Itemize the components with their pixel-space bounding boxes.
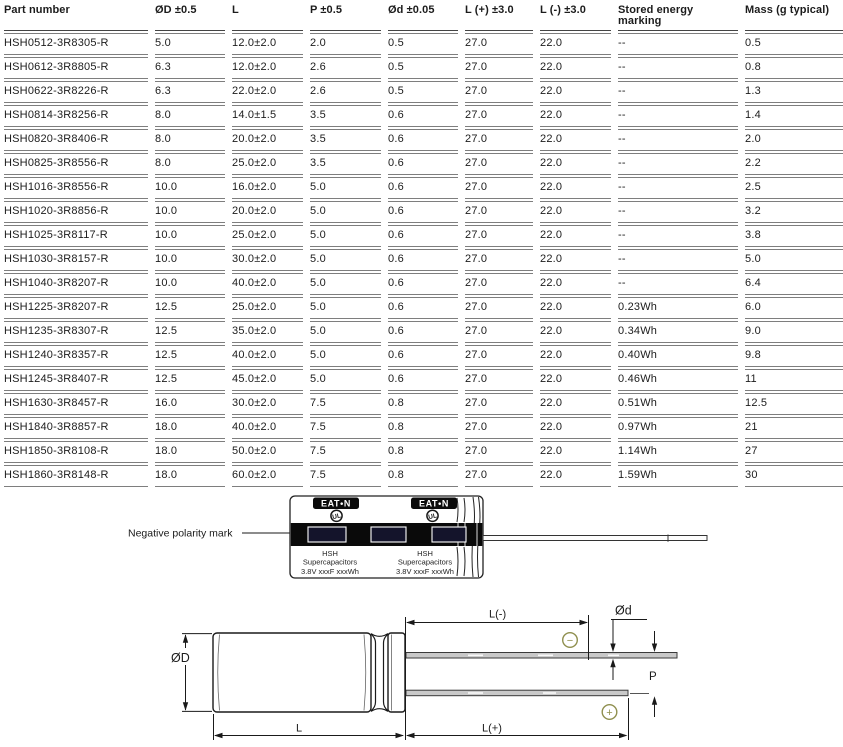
cell-mass: 1.4 [745, 105, 843, 127]
plus-symbol: + [606, 707, 613, 720]
cell-lead-pos: 27.0 [465, 225, 533, 247]
eaton-logo: EAT•N [419, 498, 449, 509]
table-row [4, 297, 843, 319]
cell-length: 30.0±2.0 [232, 393, 303, 415]
table-row [4, 369, 843, 391]
cell-part-number: HSH1020-3R8856-R [4, 201, 148, 223]
cell-stored-energy: 0.51Wh [618, 393, 738, 415]
cell-pitch: 3.5 [310, 153, 381, 175]
table-row [4, 345, 843, 367]
cell-body-diameter: 12.5 [155, 321, 225, 343]
series-text: HSH [417, 549, 433, 558]
cell-stored-energy: -- [618, 33, 738, 55]
cell-length: 20.0±2.0 [232, 129, 303, 151]
rating-text: 3.8V xxxF xxxWh [396, 567, 454, 576]
cell-lead-pos: 27.0 [465, 105, 533, 127]
cell-part-number: HSH1850-3R8108-R [4, 441, 148, 463]
table-row [4, 105, 843, 127]
cell-pitch: 5.0 [310, 345, 381, 367]
cell-lead-pos: 27.0 [465, 369, 533, 391]
cell-lead-neg: 22.0 [540, 201, 611, 223]
table-row [4, 441, 843, 463]
cell-lead-pos: 27.0 [465, 129, 533, 151]
ul-mark-text: UL [427, 512, 438, 522]
cell-lead-diameter: 0.6 [388, 105, 458, 127]
table-row [4, 57, 843, 79]
cell-mass: 2.5 [745, 177, 843, 199]
cell-lead-diameter: 0.6 [388, 225, 458, 247]
cell-length: 25.0±2.0 [232, 225, 303, 247]
cell-body-diameter: 18.0 [155, 441, 225, 463]
lead-positive [406, 690, 628, 696]
cell-pitch: 7.5 [310, 465, 381, 487]
cell-length: 12.0±2.0 [232, 33, 303, 55]
cell-mass: 6.4 [745, 273, 843, 295]
cell-lead-neg: 22.0 [540, 369, 611, 391]
table-row [4, 417, 843, 439]
cell-lead-neg: 22.0 [540, 393, 611, 415]
cell-lead-diameter: 0.6 [388, 201, 458, 223]
cell-lead-neg: 22.0 [540, 105, 611, 127]
cell-body-diameter: 18.0 [155, 417, 225, 439]
band-window [308, 527, 346, 542]
cell-body-diameter: 5.0 [155, 33, 225, 55]
cell-mass: 9.8 [745, 345, 843, 367]
cell-lead-pos: 27.0 [465, 393, 533, 415]
col-header-pitch: P ±0.5 [310, 3, 381, 31]
dim-Od-lines [611, 620, 647, 681]
col-header-mass: Mass (g typical) [745, 3, 843, 31]
cell-pitch: 7.5 [310, 393, 381, 415]
cell-part-number: HSH1860-3R8148-R [4, 465, 148, 487]
cell-part-number: HSH1016-3R8556-R [4, 177, 148, 199]
table-row [4, 321, 843, 343]
dimension-drawing [169, 604, 677, 741]
cell-pitch: 5.0 [310, 201, 381, 223]
cell-lead-pos: 27.0 [465, 153, 533, 175]
crimp-neck [371, 634, 388, 711]
eaton-logo: EAT•N [321, 498, 351, 509]
cell-length: 14.0±1.5 [232, 105, 303, 127]
cell-lead-pos: 27.0 [465, 249, 533, 271]
cell-mass: 27 [745, 441, 843, 463]
cell-part-number: HSH0612-3R8805-R [4, 57, 148, 79]
cell-lead-neg: 22.0 [540, 441, 611, 463]
cell-pitch: 5.0 [310, 177, 381, 199]
cell-stored-energy: -- [618, 177, 738, 199]
cell-lead-neg: 22.0 [540, 225, 611, 247]
table-row [4, 177, 843, 199]
cell-stored-energy: -- [618, 57, 738, 79]
cell-lead-pos: 27.0 [465, 441, 533, 463]
cell-pitch: 5.0 [310, 297, 381, 319]
cell-body-diameter: 10.0 [155, 225, 225, 247]
cell-lead-diameter: 0.6 [388, 153, 458, 175]
cell-mass: 6.0 [745, 297, 843, 319]
cell-body-diameter: 8.0 [155, 129, 225, 151]
dim-body [213, 633, 371, 712]
dim-end-cap [388, 633, 405, 712]
cell-lead-neg: 22.0 [540, 129, 611, 151]
cell-stored-energy: 0.40Wh [618, 345, 738, 367]
cell-lead-neg: 22.0 [540, 345, 611, 367]
dim-label-body-diameter: ØD [171, 651, 190, 665]
col-header-stored-energy: Stored energy marking [618, 3, 738, 31]
col-header-lead-diameter: Ød ±0.05 [388, 3, 458, 31]
cell-stored-energy: -- [618, 273, 738, 295]
cell-lead-neg: 22.0 [540, 57, 611, 79]
cell-pitch: 5.0 [310, 369, 381, 391]
cell-length: 25.0±2.0 [232, 153, 303, 175]
cell-lead-diameter: 0.8 [388, 417, 458, 439]
cell-length: 20.0±2.0 [232, 201, 303, 223]
cell-body-diameter: 12.5 [155, 345, 225, 367]
cell-lead-diameter: 0.6 [388, 177, 458, 199]
cell-body-diameter: 8.0 [155, 105, 225, 127]
figures [0, 488, 843, 742]
cell-lead-diameter: 0.6 [388, 321, 458, 343]
cell-mass: 0.8 [745, 57, 843, 79]
cell-length: 25.0±2.0 [232, 297, 303, 319]
cell-lead-diameter: 0.8 [388, 393, 458, 415]
cell-body-diameter: 12.5 [155, 369, 225, 391]
cell-body-diameter: 10.0 [155, 201, 225, 223]
dim-label-lead-diameter: Ød [615, 603, 632, 618]
table-header-row [4, 3, 843, 31]
cell-lead-neg: 22.0 [540, 321, 611, 343]
cell-lead-neg: 22.0 [540, 297, 611, 319]
cell-pitch: 3.5 [310, 105, 381, 127]
cell-lead-pos: 27.0 [465, 177, 533, 199]
cell-length: 16.0±2.0 [232, 177, 303, 199]
table-row [4, 129, 843, 151]
cell-lead-diameter: 0.5 [388, 81, 458, 103]
cell-stored-energy: 1.14Wh [618, 441, 738, 463]
cell-pitch: 2.6 [310, 57, 381, 79]
cell-lead-diameter: 0.6 [388, 273, 458, 295]
cell-part-number: HSH1030-3R8157-R [4, 249, 148, 271]
cell-lead-neg: 22.0 [540, 465, 611, 487]
cell-mass: 21 [745, 417, 843, 439]
table-row [4, 201, 843, 223]
cell-stored-energy: 0.23Wh [618, 297, 738, 319]
dim-label-pitch: P [649, 671, 657, 683]
cell-pitch: 7.5 [310, 441, 381, 463]
cell-pitch: 5.0 [310, 249, 381, 271]
ul-mark-text: UL [331, 512, 342, 522]
cell-mass: 30 [745, 465, 843, 487]
cell-body-diameter: 10.0 [155, 249, 225, 271]
cell-length: 60.0±2.0 [232, 465, 303, 487]
cell-mass: 0.5 [745, 33, 843, 55]
cell-mass: 3.2 [745, 201, 843, 223]
cell-part-number: HSH1840-3R8857-R [4, 417, 148, 439]
band-window [432, 527, 466, 542]
cell-body-diameter: 16.0 [155, 393, 225, 415]
cell-stored-energy: -- [618, 129, 738, 151]
cell-pitch: 2.0 [310, 33, 381, 55]
cell-lead-pos: 27.0 [465, 345, 533, 367]
table-row [4, 249, 843, 271]
cell-stored-energy: -- [618, 105, 738, 127]
cell-lead-pos: 27.0 [465, 273, 533, 295]
cell-mass: 2.0 [745, 129, 843, 151]
cell-lead-diameter: 0.8 [388, 441, 458, 463]
cell-part-number: HSH0814-3R8256-R [4, 105, 148, 127]
cell-lead-diameter: 0.6 [388, 369, 458, 391]
cell-lead-diameter: 0.5 [388, 57, 458, 79]
cell-length: 40.0±2.0 [232, 345, 303, 367]
cell-body-diameter: 6.3 [155, 57, 225, 79]
table-row [4, 273, 843, 295]
dim-OD-lines [182, 634, 212, 712]
rating-text: 3.8V xxxF xxxWh [301, 567, 359, 576]
table-body [4, 33, 843, 487]
table-row [4, 465, 843, 487]
cell-lead-neg: 22.0 [540, 33, 611, 55]
cell-lead-diameter: 0.8 [388, 465, 458, 487]
col-header-body-diameter: ØD ±0.5 [155, 3, 225, 31]
cell-stored-energy: 0.34Wh [618, 321, 738, 343]
table-row [4, 153, 843, 175]
cell-length: 45.0±2.0 [232, 369, 303, 391]
cell-mass: 12.5 [745, 393, 843, 415]
cell-lead-pos: 27.0 [465, 33, 533, 55]
crimp-edge [371, 634, 388, 712]
cell-pitch: 3.5 [310, 129, 381, 151]
cell-stored-energy: 0.46Wh [618, 369, 738, 391]
cell-lead-neg: 22.0 [540, 249, 611, 271]
cell-length: 12.0±2.0 [232, 57, 303, 79]
cell-lead-pos: 27.0 [465, 417, 533, 439]
cell-stored-energy: -- [618, 153, 738, 175]
cell-part-number: HSH0622-3R8226-R [4, 81, 148, 103]
negative-polarity-label: Negative polarity mark [128, 527, 233, 540]
cell-part-number: HSH0825-3R8556-R [4, 153, 148, 175]
cell-stored-energy: 1.59Wh [618, 465, 738, 487]
cell-lead-neg: 22.0 [540, 153, 611, 175]
cell-length: 22.0±2.0 [232, 81, 303, 103]
lead-highlights [468, 655, 619, 694]
cell-length: 40.0±2.0 [232, 417, 303, 439]
cell-lead-diameter: 0.5 [388, 33, 458, 55]
cell-lead-diameter: 0.6 [388, 249, 458, 271]
cell-body-diameter: 8.0 [155, 153, 225, 175]
cell-part-number: HSH1240-3R8357-R [4, 345, 148, 367]
cell-stored-energy: -- [618, 201, 738, 223]
cell-pitch: 2.6 [310, 81, 381, 103]
cell-lead-neg: 22.0 [540, 273, 611, 295]
cell-lead-diameter: 0.6 [388, 129, 458, 151]
table-row [4, 393, 843, 415]
cell-part-number: HSH0820-3R8406-R [4, 129, 148, 151]
cell-body-diameter: 12.5 [155, 297, 225, 319]
cell-length: 35.0±2.0 [232, 321, 303, 343]
cell-length: 40.0±2.0 [232, 273, 303, 295]
cell-body-diameter: 6.3 [155, 81, 225, 103]
col-header-part-number: Part number [4, 3, 148, 31]
cell-lead-pos: 27.0 [465, 297, 533, 319]
lead-wire [483, 536, 707, 541]
cell-stored-energy: -- [618, 225, 738, 247]
cell-lead-pos: 27.0 [465, 465, 533, 487]
cell-mass: 9.0 [745, 321, 843, 343]
cell-lead-pos: 27.0 [465, 321, 533, 343]
cell-body-diameter: 10.0 [155, 177, 225, 199]
cell-length: 50.0±2.0 [232, 441, 303, 463]
cell-lead-pos: 27.0 [465, 81, 533, 103]
cell-lead-pos: 27.0 [465, 57, 533, 79]
cell-body-diameter: 18.0 [155, 465, 225, 487]
cell-mass: 3.8 [745, 225, 843, 247]
cell-lead-diameter: 0.6 [388, 297, 458, 319]
cell-stored-energy: 0.97Wh [618, 417, 738, 439]
cell-part-number: HSH1235-3R8307-R [4, 321, 148, 343]
cell-part-number: HSH1025-3R8117-R [4, 225, 148, 247]
dim-label-lead-neg: L(-) [489, 608, 507, 621]
cell-lead-pos: 27.0 [465, 201, 533, 223]
col-header-length: L [232, 3, 303, 31]
cell-mass: 2.2 [745, 153, 843, 175]
minus-symbol: − [566, 634, 574, 647]
series-text: HSH [322, 549, 338, 558]
cell-part-number: HSH0512-3R8305-R [4, 33, 148, 55]
dim-label-body-length: L [296, 722, 303, 735]
cell-stored-energy: -- [618, 249, 738, 271]
cell-pitch: 7.5 [310, 417, 381, 439]
figures-svg [0, 488, 843, 742]
cell-lead-neg: 22.0 [540, 81, 611, 103]
cell-part-number: HSH1630-3R8457-R [4, 393, 148, 415]
cell-mass: 11 [745, 369, 843, 391]
cell-lead-neg: 22.0 [540, 417, 611, 439]
col-header-lead-pos: L (+) ±3.0 [465, 3, 533, 31]
cell-lead-diameter: 0.6 [388, 345, 458, 367]
cell-body-diameter: 10.0 [155, 273, 225, 295]
cell-mass: 1.3 [745, 81, 843, 103]
type-text: Supercapacitors [302, 557, 358, 567]
cell-stored-energy: -- [618, 81, 738, 103]
col-header-lead-neg: L (-) ±3.0 [540, 3, 611, 31]
cell-length: 30.0±2.0 [232, 249, 303, 271]
cell-part-number: HSH1225-3R8207-R [4, 297, 148, 319]
cell-mass: 5.0 [745, 249, 843, 271]
type-text: Supercapacitors [397, 557, 453, 567]
cell-part-number: HSH1245-3R8407-R [4, 369, 148, 391]
table-row [4, 33, 843, 55]
cell-part-number: HSH1040-3R8207-R [4, 273, 148, 295]
band-window [371, 527, 406, 542]
dim-label-lead-pos: L(+) [482, 722, 502, 735]
table-row [4, 81, 843, 103]
capacitor-illustration [128, 496, 707, 578]
cell-lead-neg: 22.0 [540, 177, 611, 199]
cell-pitch: 5.0 [310, 273, 381, 295]
cell-pitch: 5.0 [310, 321, 381, 343]
cell-pitch: 5.0 [310, 225, 381, 247]
table-row [4, 225, 843, 247]
